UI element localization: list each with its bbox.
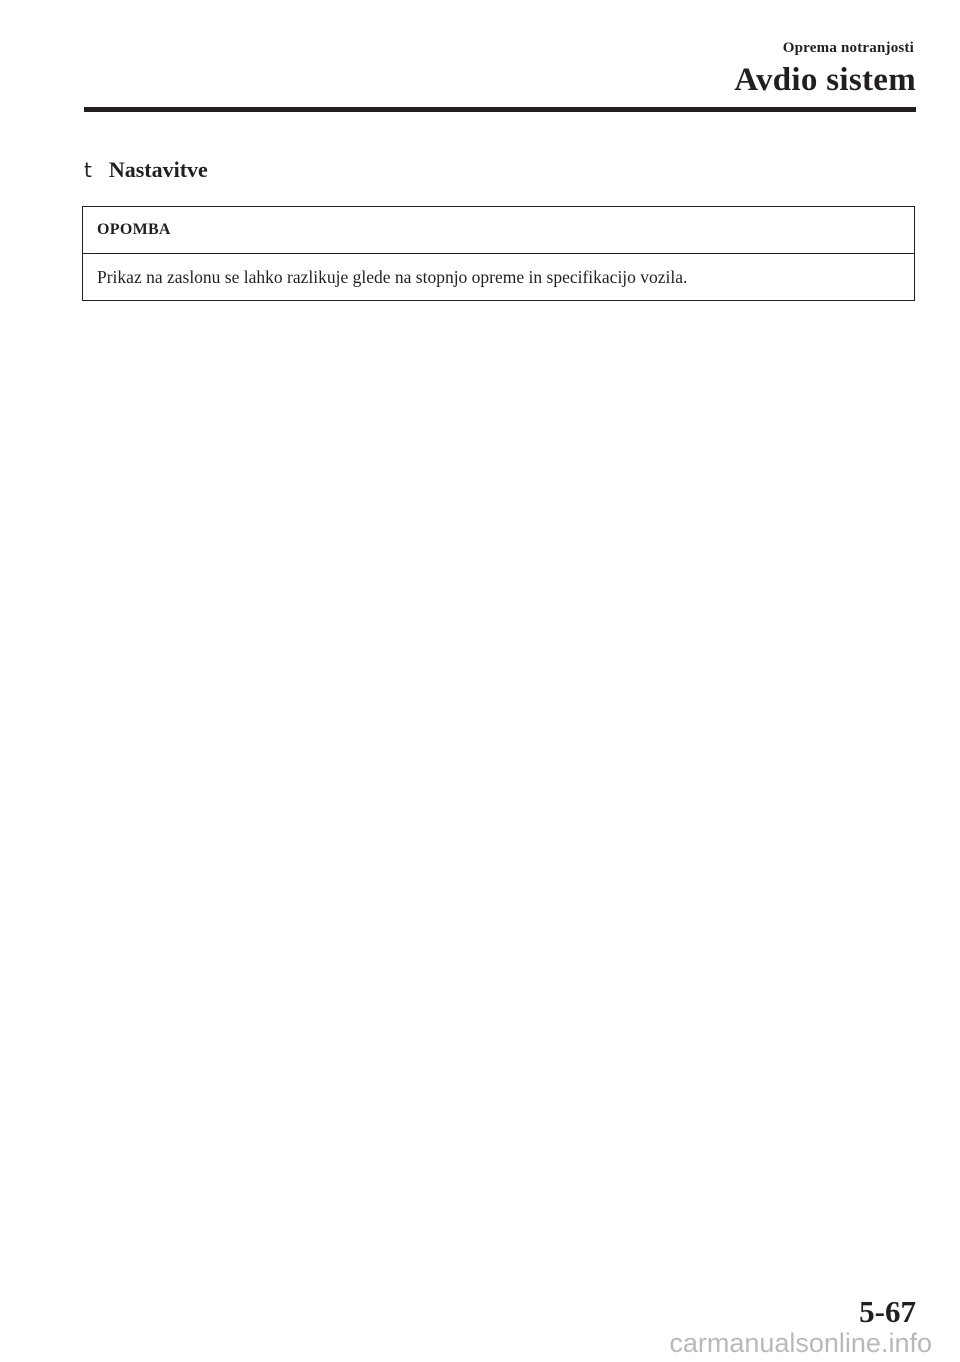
note-text: Prikaz na zaslonu se lahko razlikuje glede na stopnjo opreme in specifikacijo vozila. xyxy=(97,267,688,287)
section-bullet-icon: t xyxy=(84,158,92,182)
section-heading xyxy=(84,157,208,183)
header-divider xyxy=(84,107,916,112)
chapter-title: Oprema notranjosti xyxy=(782,40,914,56)
watermark: carmanualsonline.info xyxy=(669,1328,932,1358)
page-number: 5-67 xyxy=(859,1294,916,1329)
section-heading-text: Nastavitve xyxy=(108,157,208,182)
note-label: OPOMBA xyxy=(83,207,914,254)
note-box xyxy=(82,206,915,301)
page-title: Avdio sistem xyxy=(734,62,916,98)
